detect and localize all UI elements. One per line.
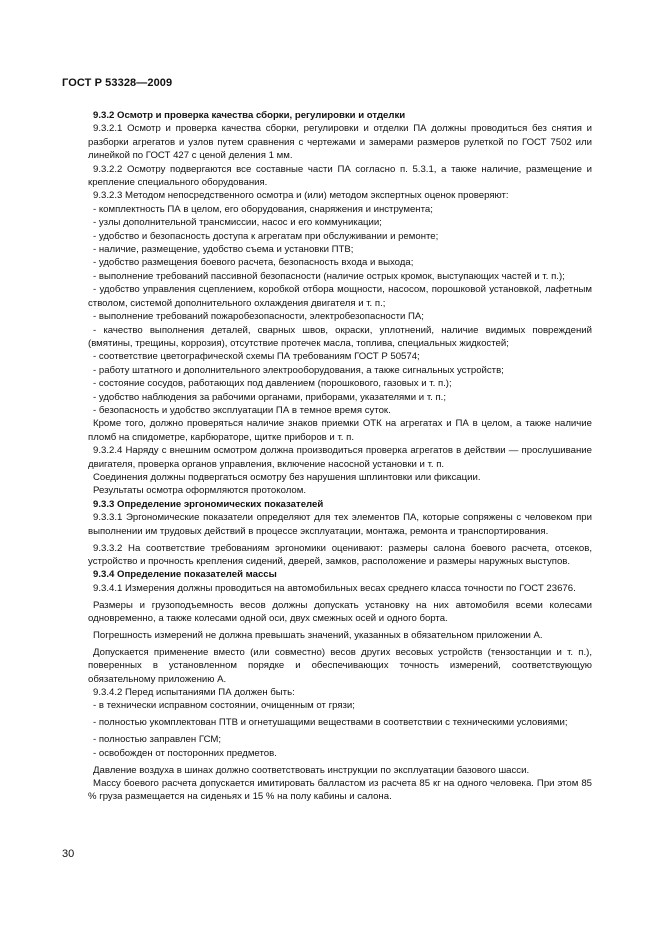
paragraph: Погрешность измерений не должна превышать значений, указанных в обязательном приложении А. [93,629,543,641]
list-item: - удобство управления сцеплением, коробкой отбора мощности, насосом, порошковой установкой, лафетным стволом, системой дополнительного охлаждения двигателя и т. п.; [88,284,592,309]
document-header: ГОСТ Р 53328—2009 [62,77,173,89]
paragraph: 9.3.2.4 Наряду с внешним осмотром должна производиться проверка агрегатов в действии — прослушивание двигателя, проверка органов управления, включение насосной установки и т. п. [88,445,592,470]
paragraph: Размеры и грузоподъемность весов должны допускать установку на них автомобиля всеми колесами одновременно, а также колесами одной оси, двух смежных осей и одного борта. [88,599,592,625]
list-item: - выполнение требований пассивной безопасности (наличие острых кромок, выступающих частей и т. п.); [93,270,565,282]
list-item: - состояние сосудов, работающих под давлением (порошкового, газовых и т. п.); [93,378,452,390]
list-item: - работу штатного и дополнительного электрооборудования, а также сигнальных устройств; [93,364,504,376]
list-item: - наличие, размещение, удобство съема и установки ПТВ; [93,244,354,256]
list-item: - соответствие цветографической схемы ПА требованиям ГОСТ Р 50574; [93,351,420,363]
list-item: - в технически исправном состоянии, очищенным от грязи; [93,700,355,712]
paragraph: 9.3.2.2 Осмотру подвергаются все составные части ПА согласно п. 5.3.1, а также наличие, размещение и крепление специального оборудования. [88,163,592,189]
list-item: - комплектность ПА в целом, его оборудования, снаряжения и инструмента; [93,203,433,215]
document-body [88,109,592,804]
section-heading: 9.3.2 Осмотр и проверка качества сборки, регулировки и отделки [93,110,406,121]
paragraph: Результаты осмотра оформляются протоколом. [93,485,306,497]
paragraph: Давление воздуха в шинах должно соответствовать инструкции по эксплуатации базового шасси. [93,764,530,776]
list-item: - освобожден от посторонних предметов. [93,747,277,759]
list-item: - полностью укомплектован ПТВ и огнетушащими веществами в соответствии с техническими условиями; [93,717,568,729]
list-item: - удобство размещения боевого расчета, безопасность входа и выхода; [93,257,414,269]
list-item: - удобство наблюдения за рабочими органами, приборами, указателями и т. п.; [93,391,447,403]
paragraph: 9.3.4.1 Измерения должны проводиться на автомобильных весах среднего класса точности по ГОСТ 23676. [93,582,576,594]
list-item: - удобство и безопасность доступа к агрегатам при обслуживании и ремонте; [93,230,439,242]
paragraph: 9.3.3.2 На соответствие требованиям эргономики оценивают: размеры салона боевого расчета, отсеков, устройство и прочность крепления сидений, дверей, замков, расположение и размеры наружных выступов. [88,542,592,567]
paragraph: 9.3.2.1 Осмотр и проверка качества сборки, регулировки и отделки ПА должны проводиться без снятия и разборки агрегатов и узлов путем сравнения с чертежами и замерами размеров рулеткой по ГОСТ 7502 или линейкой по ГОСТ 427 с ценой деления 1 мм. [88,123,592,162]
list-item: - качество выполнения деталей, сварных швов, окраски, уплотнений, наличие видимых повреждений (вмятины, трещины, коррозия), отсутствие протечек масла, топлива, специальных жидкостей; [88,324,592,349]
page-number: 30 [62,848,75,860]
paragraph: Кроме того, должно проверяться наличие знаков приемки ОТК на агрегатах и ПА в целом, а также наличие пломб на спидометре, карбюраторе, щитке приборов и т. п. [88,418,592,443]
section-heading: 9.3.4 Определение показателей массы [93,569,277,581]
list-item: - выполнение требований пожаробезопасности, электробезопасности ПА; [93,311,424,323]
section-heading: 9.3.3 Определение эргономических показателей [93,498,324,510]
list-item: - узлы дополнительной трансмиссии, насос и его коммуникации; [93,217,382,229]
list-item: - безопасность и удобство эксплуатации ПА в темное время суток. [93,404,391,416]
paragraph: 9.3.2.3 Методом непосредственного осмотра и (или) методом экспертных оценок проверяют: [93,190,509,202]
list-item: - полностью заправлен ГСМ; [93,734,222,746]
paragraph: Допускается применение вместо (или совместно) весов других весовых устройств (тензостанции и т. п.), поверенных в установленном порядке и обеспечивающих точность измерений, соответствующую обязательному приложению А. [88,646,592,685]
paragraph: 9.3.3.1 Эргономические показатели определяют для тех элементов ПА, которые сопряжены с человеком при выполнении им трудовых действий в процессе эксплуатации, монтажа, ремонта и транспортирования. [88,512,592,537]
paragraph: Массу боевого расчета допускается имитировать балластом из расчета 85 кг на одного человека. При этом 85 % груза размещается на сиденьях и 15 % на полу кабины и салона. [88,778,592,803]
paragraph: Соединения должны подвергаться осмотру без нарушения шплинтовки или фиксации. [93,471,481,483]
paragraph: 9.3.4.2 Перед испытаниями ПА должен быть: [93,687,295,699]
